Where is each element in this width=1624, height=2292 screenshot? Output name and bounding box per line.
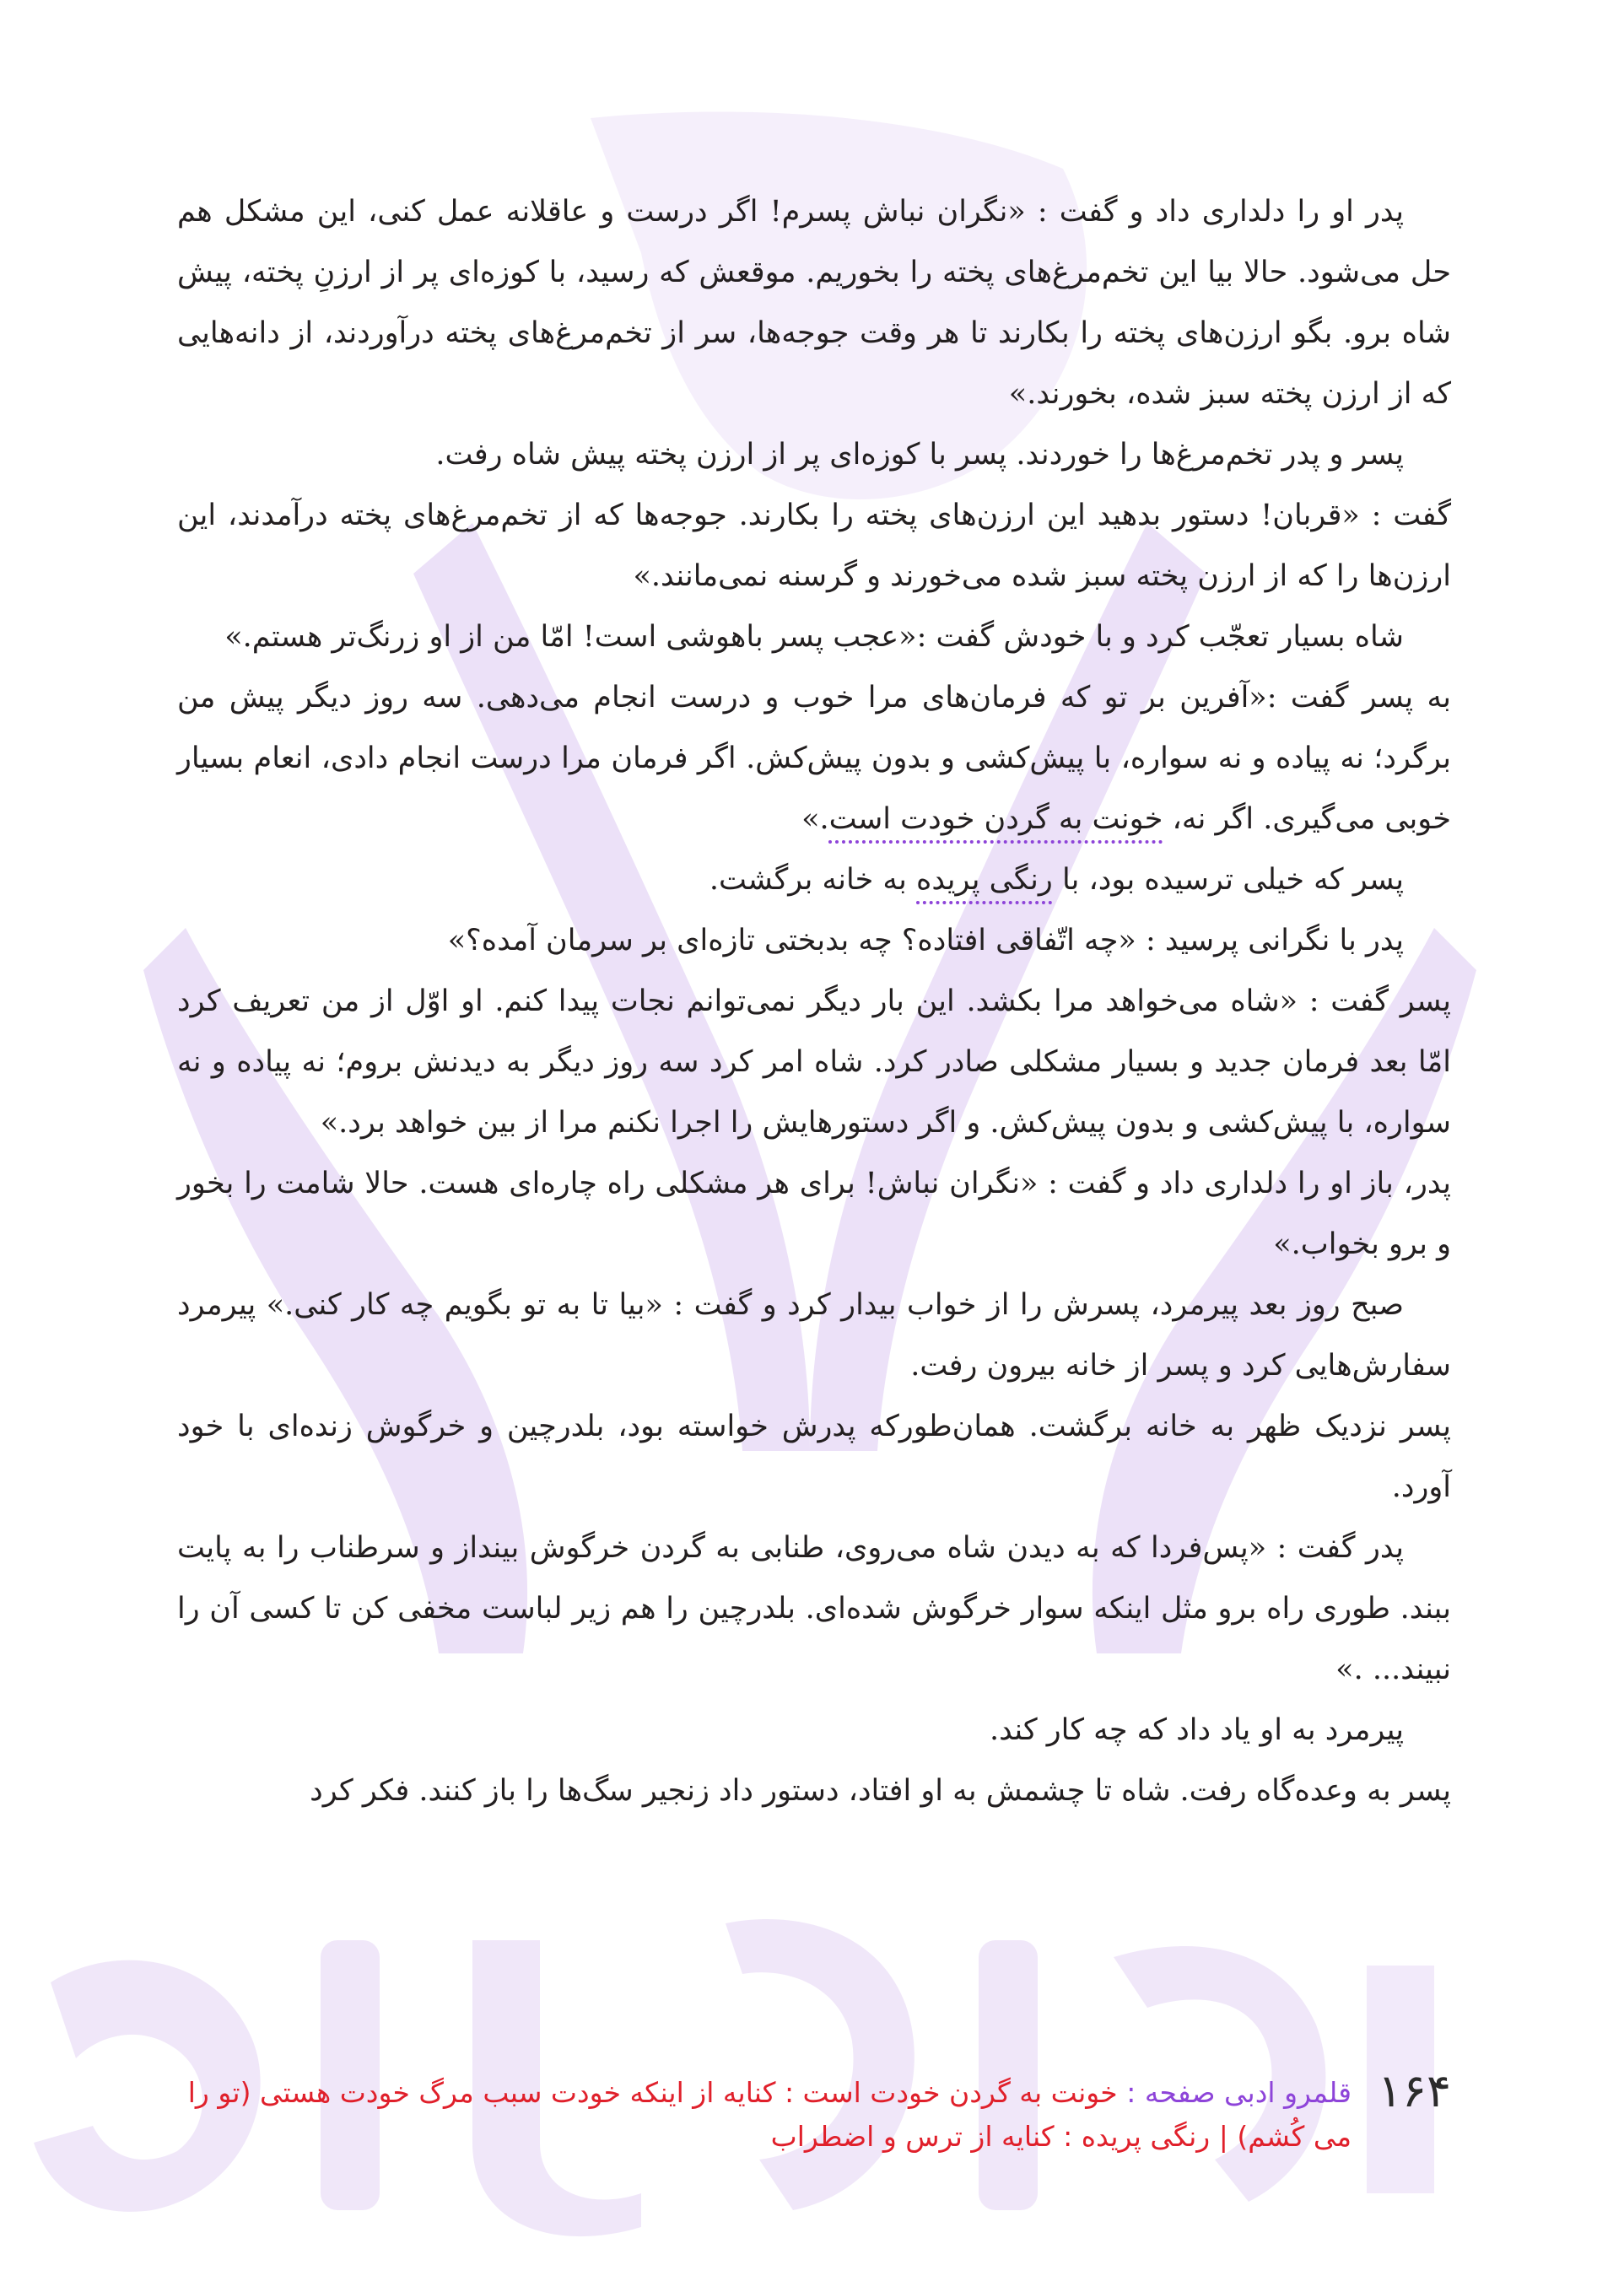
- paragraph-9: پدر، باز او را دلداری داد و گفت : «نگران نباش! برای هر مشکلی راه چاره‌ای هست. حالا شامت را بخور و برو بخواب.»: [177, 1167, 1451, 1261]
- paragraph-6-text-end: به خانه برگشت.: [709, 863, 917, 897]
- paragraph-13: پیرمرد به او یاد داد که چه کار کند.: [989, 1713, 1404, 1747]
- paragraph-2: پسر و پدر تخم‌مرغ‌ها را خوردند. پسر با کوزه‌ای پر از ارزن پخته پیش شاه رفت.: [435, 438, 1404, 472]
- footnote-source: قلمرو ادبی صفحه :: [1126, 2076, 1352, 2109]
- footnote-text: خونت به گردن خودت است : کنایه از اینکه خودت سبب مرگ خودت هستی (تو را می کُشم) | رنگی پریده : کنایه از ترس و اضطراب: [187, 2076, 1352, 2153]
- paragraph-5: [177, 667, 1451, 849]
- page-number: ۱۶۴: [1377, 2064, 1451, 2117]
- story-text: [177, 181, 1451, 1821]
- paragraph-1: پدر او را دلداری داد و گفت : «نگران نباش پسرم! اگر درست و عاقلانه عمل کنی، این مشکل هم حل می‌شود. حالا بیا این تخم‌مرغ‌های پخته را بخوریم. موقعش که رسید، با کوزه‌ای پر از ارزنِ پخته، پیش شاه برو. بگو ارزن‌های پخته را بکارند تا هر وقت جوجه‌ها، سر از تخم‌مرغ‌های پخته درآوردند، از دانه‌هایی که از ارزن پخته سبز شده، بخورند.»: [177, 195, 1451, 411]
- paragraph-7: پدر با نگرانی پرسید : «چه اتّفاقی افتاده؟ چه بدبختی تازه‌ای بر سرمان آمده؟»: [447, 924, 1404, 957]
- paragraph-14: پسر به وعده‌گاه رفت. شاه تا چشمش به او افتاد، دستور داد زنجیر سگ‌ها را باز کنند. فکر کرد: [310, 1774, 1451, 1808]
- footnote: [179, 2071, 1352, 2159]
- paragraph-6-text-start: پسر که خیلی ترسیده بود، با: [1052, 863, 1404, 897]
- paragraph-5-text-end: .»: [801, 802, 829, 836]
- paragraph-11: پسر نزدیک ظهر به خانه برگشت. همان‌طورکه پدرش خواسته بود، بلدرچین و خرگوش زنده‌ای با خود آورد.: [177, 1410, 1451, 1504]
- highlight-khunat-be-gardan: خونت به گردن خودت است: [828, 802, 1163, 836]
- paragraph-12: پدر گفت : «پس‌فردا که به دیدن شاه می‌روی، طنابی به گردن خرگوش بینداز و سرطناب را به پایت ببند. طوری راه برو مثل اینکه سوار خرگوش شده‌ای. بلدرچین را هم زیر لباست مخفی کن تا کسی آن را نبیند... .»: [177, 1531, 1451, 1686]
- paragraph-4: شاه بسیار تعجّب کرد و با خودش گفت :«عجب پسر باهوشی است! امّا من از او زرنگ‌تر هستم.»: [224, 620, 1404, 654]
- paragraph-3: گفت : «قربان! دستور بدهید این ارزن‌های پخته را بکارند. جوجه‌ها که از تخم‌مرغ‌های پخته درآمدند، این ارزن‌ها را که از ارزن پخته سبز شده می‌خورند و گرسنه نمی‌مانند.»: [177, 499, 1451, 593]
- highlight-rangi-parideh: رنگی پریده: [916, 863, 1053, 897]
- paragraph-6: [177, 849, 1451, 910]
- paragraph-5-text-start: به پسر گفت :«آفرین بر تو که فرمان‌های مرا خوب و درست انجام می‌دهی. سه روز دیگر پیش من برگرد؛ نه پیاده و نه سواره، با پیش‌کشی و بدون پیش‌کش. اگر فرمان مرا درست انجام دادی، انعام بسیار خوبی می‌گیری. اگر نه،: [177, 681, 1451, 836]
- paragraph-8: پسر گفت : «شاه می‌خواهد مرا بکشد. این بار دیگر نمی‌توانم نجات پیدا کنم. او اوّل از من تعریف کرد امّا بعد فرمان جدید و بسیار مشکلی صادر کرد. شاه امر کرد سه روز دیگر به دیدنش بروم؛ نه پیاده و نه سواره، با پیش‌کشی و بدون پیش‌کش. و اگر دستورهایش را اجرا نکنم مرا از بین خواهد برد.»: [177, 984, 1451, 1140]
- paragraph-10: صبح روز بعد پیرمرد، پسرش را از خواب بیدار کرد و گفت : «بیا تا به تو بگویم چه کار کنی.» پیرمرد سفارش‌هایی کرد و پسر از خانه بیرون رفت.: [177, 1288, 1451, 1383]
